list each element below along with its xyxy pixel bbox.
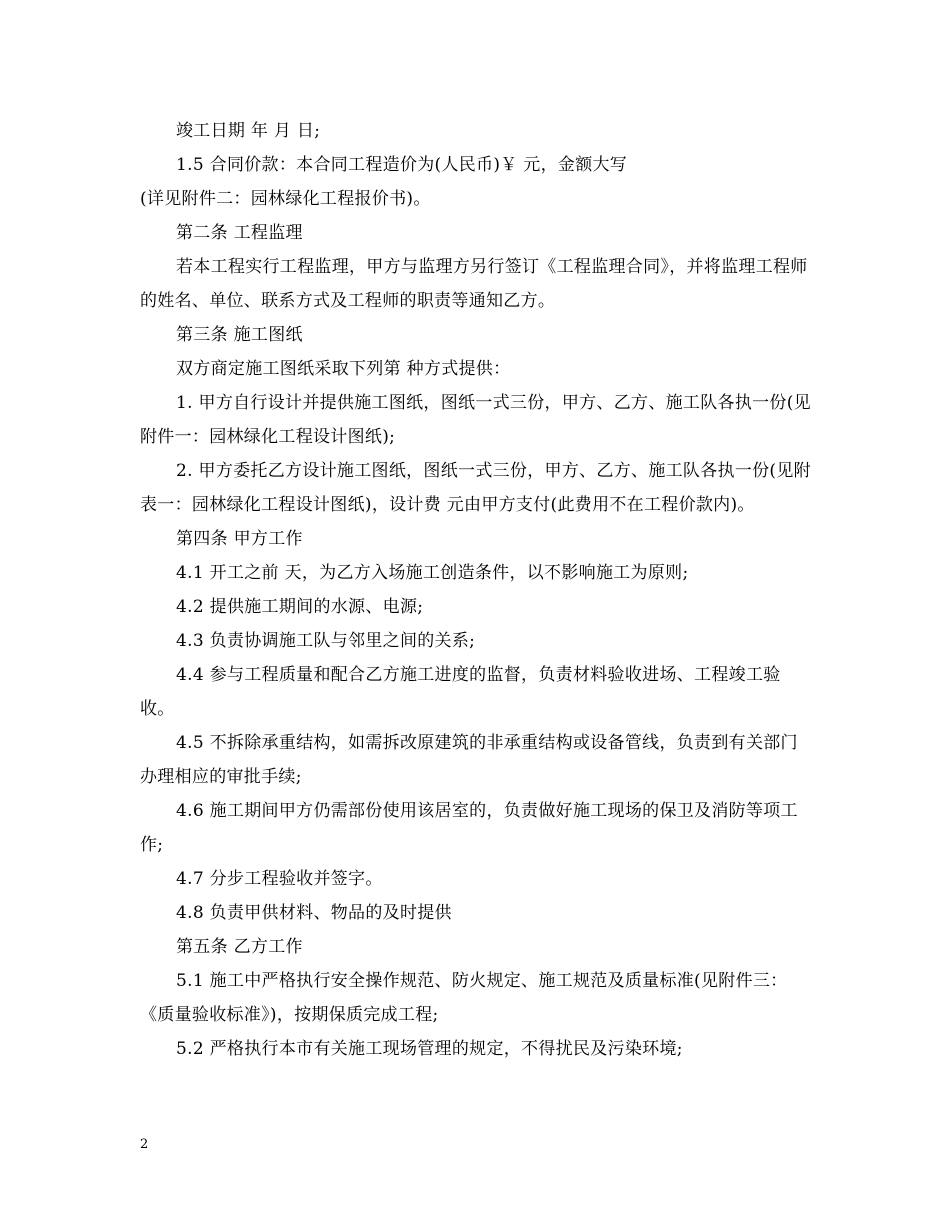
clause-5-1: 5.1 施工中严格执行安全操作规范、防火规定、施工规范及质量标准(见附件三：《质量验收标准》)，按期保质完成工程; <box>140 971 788 1025</box>
paragraph-completion-date: 竣工日期 年 月 日; <box>176 121 321 141</box>
clause-4-5: 4.5 不拆除承重结构，如需拆改原建筑的非承重结构或设备管线，负责到有关部门办理相应的审批手续; <box>140 733 798 787</box>
paragraph-contract-price: 1.5 合同价款：本合同工程造价为(人民币)￥ 元，金额大写 <box>176 155 628 175</box>
paragraph-quote-reference: (详见附件二：园林绿化工程报价书)。 <box>140 189 431 209</box>
clause-4-3: 4.3 负责协调施工队与邻里之间的关系; <box>176 631 476 651</box>
heading-article-4: 第四条 甲方工作 <box>176 529 303 549</box>
clause-4-7: 4.7 分步工程验收并签字。 <box>176 869 383 889</box>
clause-5-2: 5.2 严格执行本市有关施工现场管理的规定，不得扰民及污染环境; <box>176 1039 683 1059</box>
paragraph-supervision: 若本工程实行工程监理，甲方与监理方另行签订《工程监理合同》，并将监理工程师的姓名、单位、联系方式及工程师的职责等通知乙方。 <box>140 257 808 311</box>
clause-4-8: 4.8 负责甲供材料、物品的及时提供 <box>176 903 452 923</box>
heading-article-2: 第二条 工程监理 <box>176 223 303 243</box>
paragraph-drawing-method: 双方商定施工图纸采取下列第 种方式提供： <box>176 359 511 379</box>
clause-4-2: 4.2 提供施工期间的水源、电源; <box>176 597 424 617</box>
document-body <box>140 114 812 1066</box>
heading-article-5: 第五条 乙方工作 <box>176 937 303 957</box>
clause-4-6: 4.6 施工期间甲方仍需部份使用该居室的，负责做好施工现场的保卫及消防等项工作; <box>140 801 798 855</box>
paragraph-drawing-option-2: 2. 甲方委托乙方设计施工图纸，图纸一式三份，甲方、乙方、施工队各执一份(见附表一：园林绿化工程设计图纸)，设计费 元由甲方支付(此费用不在工程价款内)。 <box>140 461 811 515</box>
clause-4-4: 4.4 参与工程质量和配合乙方施工进度的监督，负责材料验收进场、工程竣工验收。 <box>140 665 781 719</box>
page-number: 2 <box>140 1137 149 1152</box>
heading-article-3: 第三条 施工图纸 <box>176 325 303 345</box>
clause-4-1: 4.1 开工之前 天，为乙方入场施工创造条件，以不影响施工为原则; <box>176 563 689 583</box>
paragraph-drawing-option-1: 1. 甲方自行设计并提供施工图纸，图纸一式三份，甲方、乙方、施工队各执一份(见附件一：园林绿化工程设计图纸); <box>140 393 811 447</box>
